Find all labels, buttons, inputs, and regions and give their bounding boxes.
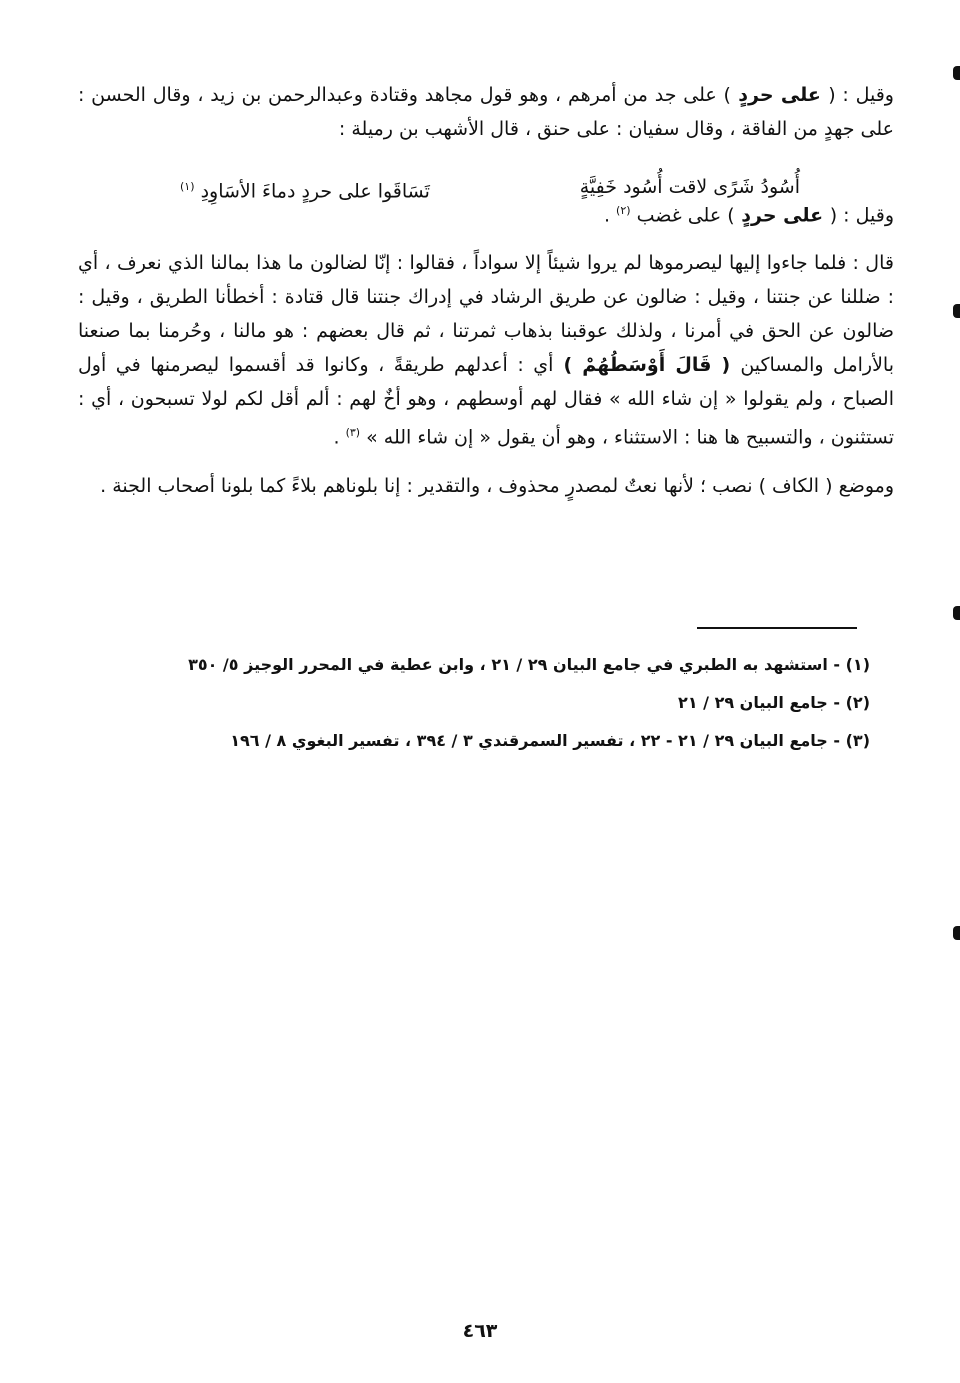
quran-phrase: ( قَالَ أَوْسَطُهُمْ ) [553, 354, 741, 377]
footnote-ref-1[interactable]: (١) [180, 180, 195, 193]
verse-second-text: تَسَاقَوا على حردٍ دماءَ الأسَاوِدِ [200, 180, 430, 203]
footnote-separator [697, 627, 857, 629]
quran-phrase: على حردٍ [730, 84, 829, 106]
paragraph-2-end: . [603, 204, 617, 227]
paragraph-3-text-b: أي : أعدلهم طريقةً ، وكانوا قد أقسموا ليصرمنها في أول الصباح ، ولم يقولوا « إن شاء الله » فقال لهم أوسطهم ، وهو أخٌ لهم : ألم أقل لكم لولا تسبحون ، أي : تستثنون ، والتسبيح ها هنا : الاستثناء ، وهو أن يقول « إن شاء الله » [78, 354, 894, 449]
footnote-1: (١) - استشهد به الطبري في جامع البيان ٢٩ / ٢١ ، وابن عطية في المحرر الوجيز ٥/ ٣٥٠ [188, 655, 870, 674]
quran-phrase: على حردٍ [734, 204, 830, 227]
footnote-ref-3[interactable]: (٣) [345, 426, 361, 440]
paragraph-4: وموضع ( الكاف ) نصب ؛ لأنها نعتٌ لمصدرٍ محذوف ، والتقدير : إنا بلوناهم بلاءً كما بلونا أصحاب الجنة . [100, 474, 894, 497]
paragraph-3 [78, 246, 894, 454]
footnote-2: (٢) - جامع البيان ٢٩ / ٢١ [678, 693, 870, 712]
footnotes [160, 646, 870, 760]
paragraph-1-lead: وقيل : ( [828, 84, 894, 106]
footnote-ref-2[interactable]: (٢) [616, 204, 631, 217]
binding-hole-mark [953, 926, 960, 940]
binding-hole-mark [953, 66, 960, 80]
page-number: ٤٦٣ [462, 1320, 498, 1342]
main-text [78, 78, 894, 517]
paragraph-2-text: ) على غضب [636, 204, 735, 227]
paragraph-1 [78, 78, 894, 146]
verse-first-hemistich: أُسُودُ شَرًى لاقت أُسُود خَفِيَّةٍ [579, 176, 800, 198]
paragraph-3-text-a: قال : فلما جاءوا إليها ليصرموها لم يروا شيئاً إلا سواداً ، فقالوا : إنّا لضالون ما هذا بمالنا الذي نعرف ، أي : ضللنا عن جنتنا ، وقيل : ضالون عن طريق الرشاد في إدراك جنتنا قال قتادة : أخطأنا الطريق ، وقيل : ضالون عن الحق في أمرنا ، ولذلك عوقبنا بذهاب ثمرتنا ، ثم قال بعضهم : هو مالنا ، وحُرمنا بما صنعنا بالأرامل والمساكين [78, 252, 894, 377]
binding-hole-mark [953, 304, 960, 318]
binding-hole-mark [953, 606, 960, 620]
poetry-verse [180, 170, 800, 208]
paragraph-3-end: . [333, 426, 346, 449]
verse-second-hemistich [180, 170, 430, 208]
footnote-3: (٣) - جامع البيان ٢٩ / ٢١ - ٢٢ ، تفسير السمرقندي ٣ / ٣٩٤ ، تفسير البغوي ٨ / ١٩٦ [230, 731, 870, 750]
paragraph-1-text: ) على جد من أمرهم ، وهو قول مجاهد وقتادة وعبدالرحمن بن زيد ، وقال الحسن : على جهدٍ من الفاقة ، وقال سفيان : على حنق ، قال الأشهب بن رميلة : [78, 84, 894, 140]
paragraph-2-lead: وقيل : ( [829, 204, 894, 227]
